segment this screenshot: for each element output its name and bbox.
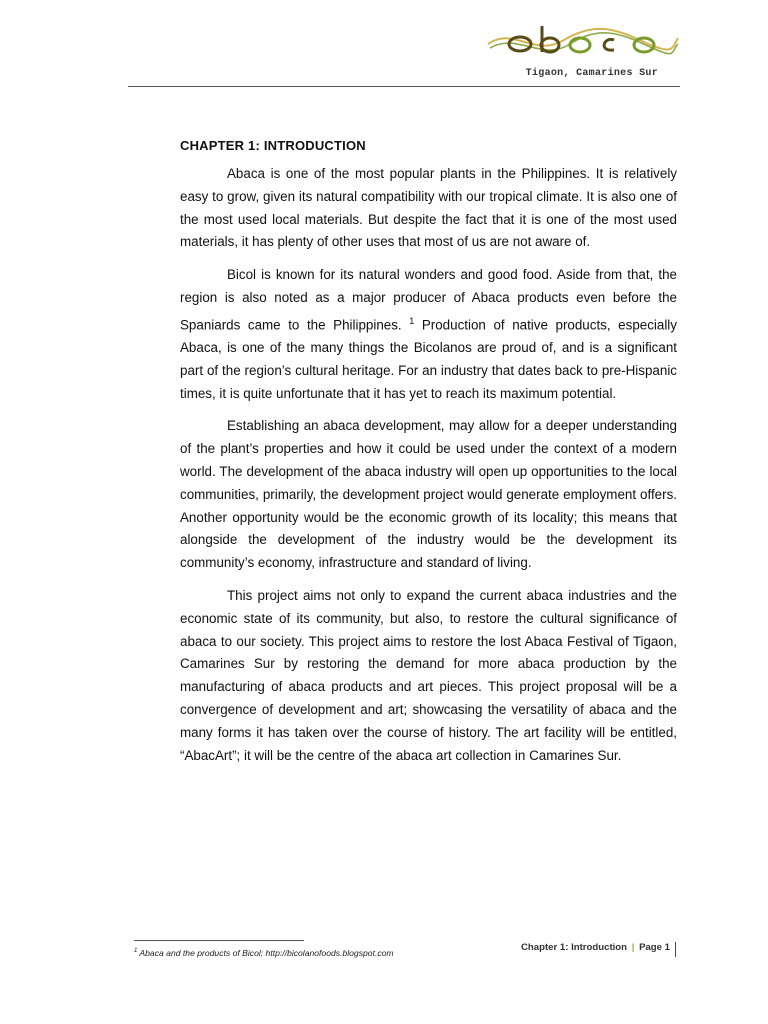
paragraph-2-text: Bicol is known for its natural wonders and good food. Aside from that, the region is also noted as a major producer of Abaca products even before the Spaniards came to the Philippines. xyxy=(180,267,677,333)
footer-bar xyxy=(675,942,676,957)
paragraph-2 xyxy=(180,264,677,405)
abaca-logo xyxy=(484,18,680,64)
page-footer xyxy=(521,942,670,953)
footnote-text: Abaca and the products of Bicol; http://bicolanofoods.blogspot.com xyxy=(139,948,394,958)
header-location: Tigaon, Camarines Sur xyxy=(525,68,658,79)
header-divider xyxy=(128,86,680,87)
footnote xyxy=(134,948,394,958)
footnote-divider xyxy=(134,940,304,941)
footnote-number: 1 xyxy=(134,948,138,955)
paragraph-2-continued: Production of native products, especially Abaca, is one of the many things the Bicolanos are proud of, and is a significant part of the region’s cultural heritage. For an industry that dates back to pre-Hispanic times, it is quite unfortunate that it has yet to reach its maximum potential. xyxy=(180,317,677,401)
footer-section: Chapter 1: Introduction xyxy=(520,942,628,953)
footer-separator: | xyxy=(631,942,635,953)
footnote-reference: 1 xyxy=(409,315,415,326)
paragraph-1: Abaca is one of the most popular plants in the Philippines. It is relatively easy to grow, given its natural compatibility with our tropical climate. It is also one of the most used local materials. But despite the fact that it is one of the most used materials, it has plenty of other uses that most of us are not aware of. xyxy=(180,166,677,250)
page-number: Page 1 xyxy=(639,942,670,953)
chapter-body xyxy=(180,138,677,777)
chapter-title: CHAPTER 1: INTRODUCTION xyxy=(180,138,366,153)
paragraph-3: Establishing an abaca development, may allow for a deeper understanding of the plant’s properties and how it could be used under the context of a modern world. The development of the abaca industry will open up opportunities to the local communities, primarily, the development project would generate employment offers. Another opportunity would be the economic growth of its locality; this means that alongside the development of the industry would be the development its community’s economy, infrastructure and standard of living. xyxy=(180,418,677,571)
paragraph-4: This project aims not only to expand the current abaca industries and the economic state of its community, but also, to restore the cultural significance of abaca to our society. This project aims to restore the lost Abaca Festival of Tigaon, Camarines Sur by restoring the demand for more abaca production by the manufacturing of abaca products and art pieces. This project proposal will be a convergence of development and art; showcasing the versatility of abaca and the many forms it has taken over the course of history. The art facility will be entitled, “AbacArt”; it will be the centre of the abaca art collection in Camarines Sur. xyxy=(180,588,677,763)
